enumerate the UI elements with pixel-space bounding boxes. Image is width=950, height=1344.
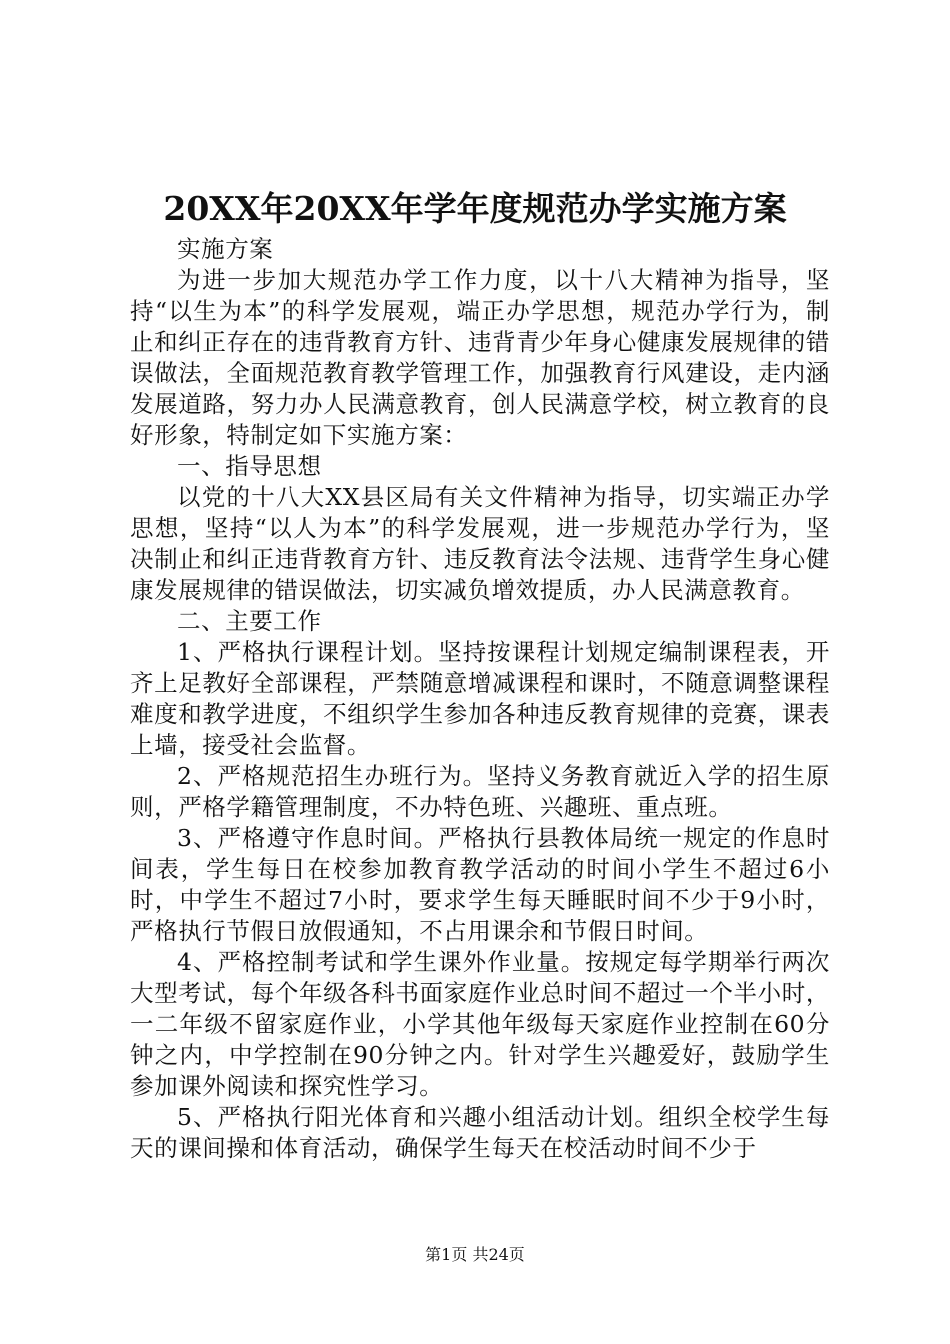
paragraph-subtitle: 实施方案 bbox=[177, 235, 274, 263]
paragraph-item-1: 1、严格执行课程计划。坚持按课程计划规定编制课程表，开齐上足教好全部课程，严禁随意增减课程和课时，不随意调整课程难度和教学进度，不组织学生参加各种违反教育规律的竞赛，课表上墙，接受社会监督。 bbox=[130, 638, 830, 759]
paragraph-guiding-ideology: 以党的十八大XX县区局有关文件精神为指导，切实端正办学思想，坚持“以人为本”的科学发展观，进一步规范办学行为，坚决制止和纠正违背教育方针、违反教育法令法规、违背学生身心健康发展规律的错误做法，切实减负增效提质，办人民满意教育。 bbox=[130, 483, 830, 604]
paragraph-item-4: 4、严格控制考试和学生课外作业量。按规定每学期举行两次大型考试，每个年级各科书面家庭作业总时间不超过一个半小时，一二年级不留家庭作业，小学其他年级每天家庭作业控制在60分钟之内，中学控制在90分钟之内。针对学生兴趣爱好，鼓励学生参加课外阅读和探究性学习。 bbox=[130, 948, 830, 1100]
paragraph-item-3: 3、严格遵守作息时间。严格执行县教体局统一规定的作息时间表，学生每日在校参加教育教学活动的时间小学生不超过6小时，中学生不超过7小时，要求学生每天睡眠时间不少于9小时，严格执行节假日放假通知，不占用课余和节假日时间。 bbox=[130, 824, 830, 945]
document-body bbox=[130, 234, 830, 1164]
paragraph-item-2: 2、严格规范招生办班行为。坚持义务教育就近入学的招生原则，严格学籍管理制度，不办特色班、兴趣班、重点班。 bbox=[130, 762, 830, 821]
section-heading-main-work: 二、主要工作 bbox=[177, 607, 322, 635]
paragraph-intro: 为进一步加大规范办学工作力度，以十八大精神为指导，坚持“以生为本”的科学发展观，端正办学思想，规范办学行为，制止和纠正存在的违背教育方针、违背青少年身心健康发展规律的错误做法，全面规范教育教学管理工作，加强教育行风建设，走内涵发展道路，努力办人民满意教育，创人民满意学校，树立教育的良好形象，特制定如下实施方案： bbox=[130, 266, 830, 449]
document-title: 20XX年20XX年学年度规范办学实施方案 bbox=[163, 189, 787, 228]
page-number-footer: 第1页 共24页 bbox=[425, 1245, 525, 1264]
section-heading-guiding-ideology: 一、指导思想 bbox=[177, 452, 322, 480]
paragraph-item-5: 5、严格执行阳光体育和兴趣小组活动计划。组织全校学生每天的课间操和体育活动，确保学生每天在校活动时间不少于 bbox=[130, 1103, 830, 1162]
